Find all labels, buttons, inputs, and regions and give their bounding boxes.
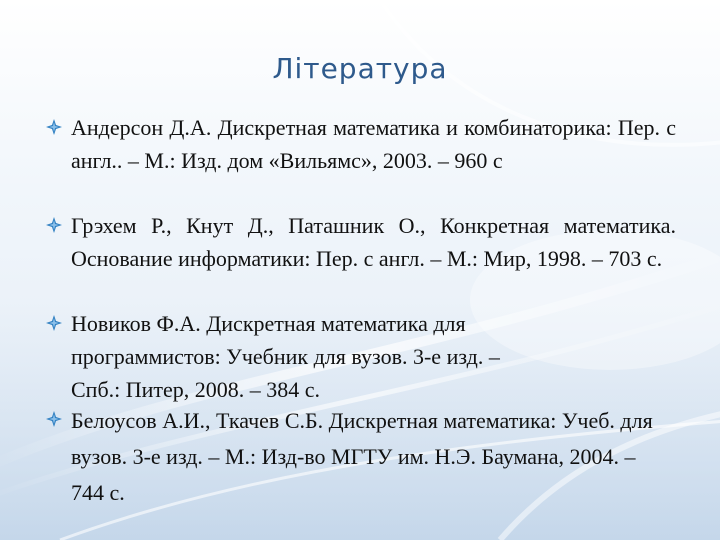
four-point-diamond-icon bbox=[46, 119, 62, 135]
slide-title: Література bbox=[272, 52, 448, 85]
reference-item bbox=[46, 209, 676, 275]
reference-text: Андерсон Д.А. Дискретная математика и комбинаторика: Пер. с англ.. – М.: Изд. дом «Вильямс», 2003. – 960 с bbox=[71, 115, 676, 173]
four-point-diamond-icon bbox=[46, 217, 62, 233]
four-point-diamond-icon bbox=[46, 315, 62, 331]
four-point-diamond-icon bbox=[46, 411, 62, 427]
reference-item bbox=[46, 307, 676, 406]
reference-text: Белоусов А.И., Ткачев С.Б. Дискретная математика: Учеб. для вузов. 3-е изд. – М.: Изд-во МГТУ им. Н.Э. Баумана, 2004. – 744 с. bbox=[71, 408, 653, 505]
reference-text: Грэхем Р., Кнут Д., Паташник О., Конкретная математика. Основание информатики: Пер. с англ. – М.: Мир, 1998. – 703 с. bbox=[71, 213, 676, 271]
reference-item bbox=[46, 111, 676, 177]
reference-text: Новиков Ф.А. Дискретная математика для программистов: Учебник для вузов. 3-е изд. – Спб.: Питер, 2008. – 384 с. bbox=[71, 311, 500, 402]
reference-item bbox=[46, 403, 676, 511]
